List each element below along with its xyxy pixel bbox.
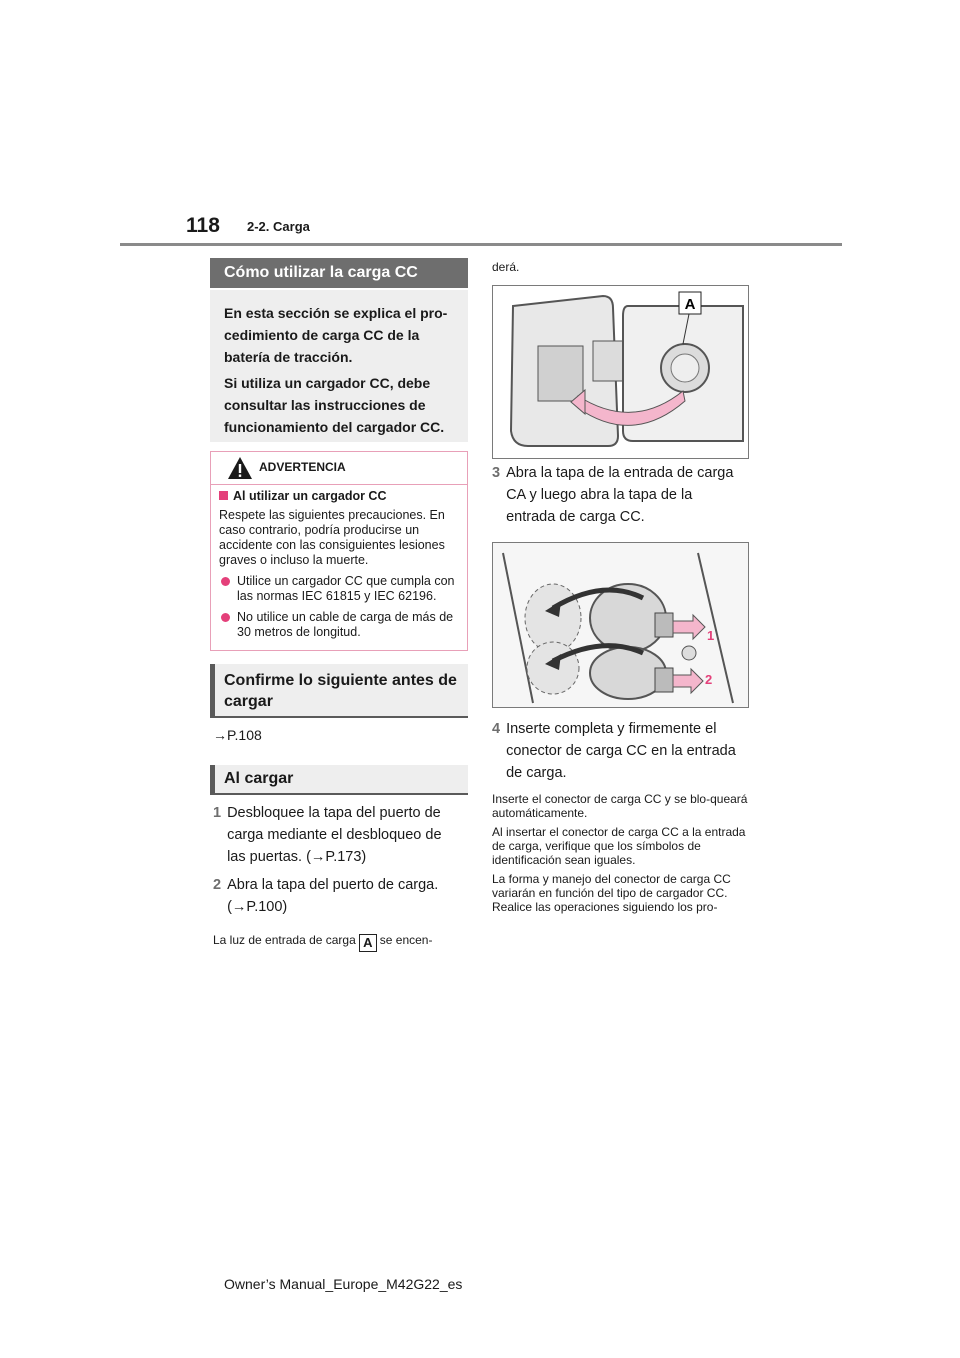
charge-inlet-lids-figure xyxy=(492,542,749,708)
note-3: La forma y manejo del conector de carga CC variarán en función del tipo de cargador CC. Realice las operaciones siguiendo los pro- xyxy=(492,872,731,914)
step-text: Desbloquee la tapa del puerto de carga mediante el desbloqueo de las puertas. (→P.173) xyxy=(227,805,442,865)
step-4 xyxy=(492,718,742,784)
intro-paragraph-2: Si utiliza un cargador CC, debe consultar las instrucciones de funcionamiento del cargador CC. xyxy=(224,375,445,435)
section-title: 2-2. Carga xyxy=(247,219,310,234)
step-text: Abra la tapa del puerto de carga. (→P.100) xyxy=(227,877,439,915)
step-number: 2 xyxy=(213,877,222,893)
topic-title: Cómo utilizar la carga CC xyxy=(210,258,468,288)
charge-light-note xyxy=(213,933,469,952)
warning-subtitle: Al utilizar un cargador CC xyxy=(233,489,387,503)
warning-header xyxy=(211,452,467,485)
charge-port-lid-figure xyxy=(492,285,749,459)
charge-port-illustration xyxy=(493,286,749,459)
warning-label: ADVERTENCIA xyxy=(259,460,346,474)
warning-bullet-1: Utilice un cargador CC que cumpla con las normas IEC 61815 y IEC 62196. xyxy=(219,574,459,604)
label-a-callout: A xyxy=(359,934,377,952)
figure-label-1: 1 xyxy=(707,628,715,643)
step-text: Abra la tapa de la entrada de carga CA y luego abra la tapa de la entrada de carga CC. xyxy=(506,465,734,525)
warning-text: Respete las siguientes precauciones. En caso contrario, podría producirse un accidente con las consiguientes lesiones graves o incluso la muerte. xyxy=(219,508,445,567)
figure-label-a: A xyxy=(684,296,696,313)
notes-block xyxy=(492,792,748,914)
step-1 xyxy=(213,802,451,868)
warning-box xyxy=(210,451,468,651)
note-1: Inserte el conector de carga CC y se blo-queará automáticamente. xyxy=(492,792,748,820)
warning-icon xyxy=(227,456,253,480)
step-number: 3 xyxy=(492,465,501,481)
note-2: Al insertar el conector de carga CC a la entrada de carga, verifique que los símbolos de identificación sean iguales. xyxy=(492,825,746,867)
warning-body xyxy=(211,485,467,640)
note-text: se encen- xyxy=(379,933,433,947)
warning-subtitle-row xyxy=(219,489,459,504)
header-rule xyxy=(120,243,842,246)
page-number: 118 xyxy=(186,214,220,237)
warning-bullet-2: No utilice un cable de carga de más de 30 metros de longitud. xyxy=(219,610,459,640)
note-text: La luz de entrada de carga xyxy=(213,933,356,947)
intro-paragraph-1: En esta sección se explica el pro-cedimiento de carga CC de la batería de tracción. xyxy=(224,305,448,365)
step-number: 4 xyxy=(492,721,501,737)
step-text: Inserte completa y firmemente el conector de carga CC en la entrada de carga. xyxy=(506,721,736,781)
continuation-text: derá. xyxy=(492,260,520,274)
heading-charge: Al cargar xyxy=(210,765,468,795)
footer-text: Owner’s Manual_Europe_M42G22_es xyxy=(224,1276,463,1292)
figure-label-2: 2 xyxy=(705,672,713,687)
charge-inlet-illustration xyxy=(493,543,749,708)
reference-confirm: →P.108 xyxy=(213,727,262,743)
step-2 xyxy=(213,874,451,918)
heading-confirm: Confirme lo siguiente antes de cargar xyxy=(210,664,468,718)
intro-box xyxy=(210,290,468,442)
square-bullet-icon xyxy=(219,491,228,500)
step-number: 1 xyxy=(213,805,222,821)
step-3 xyxy=(492,462,742,528)
